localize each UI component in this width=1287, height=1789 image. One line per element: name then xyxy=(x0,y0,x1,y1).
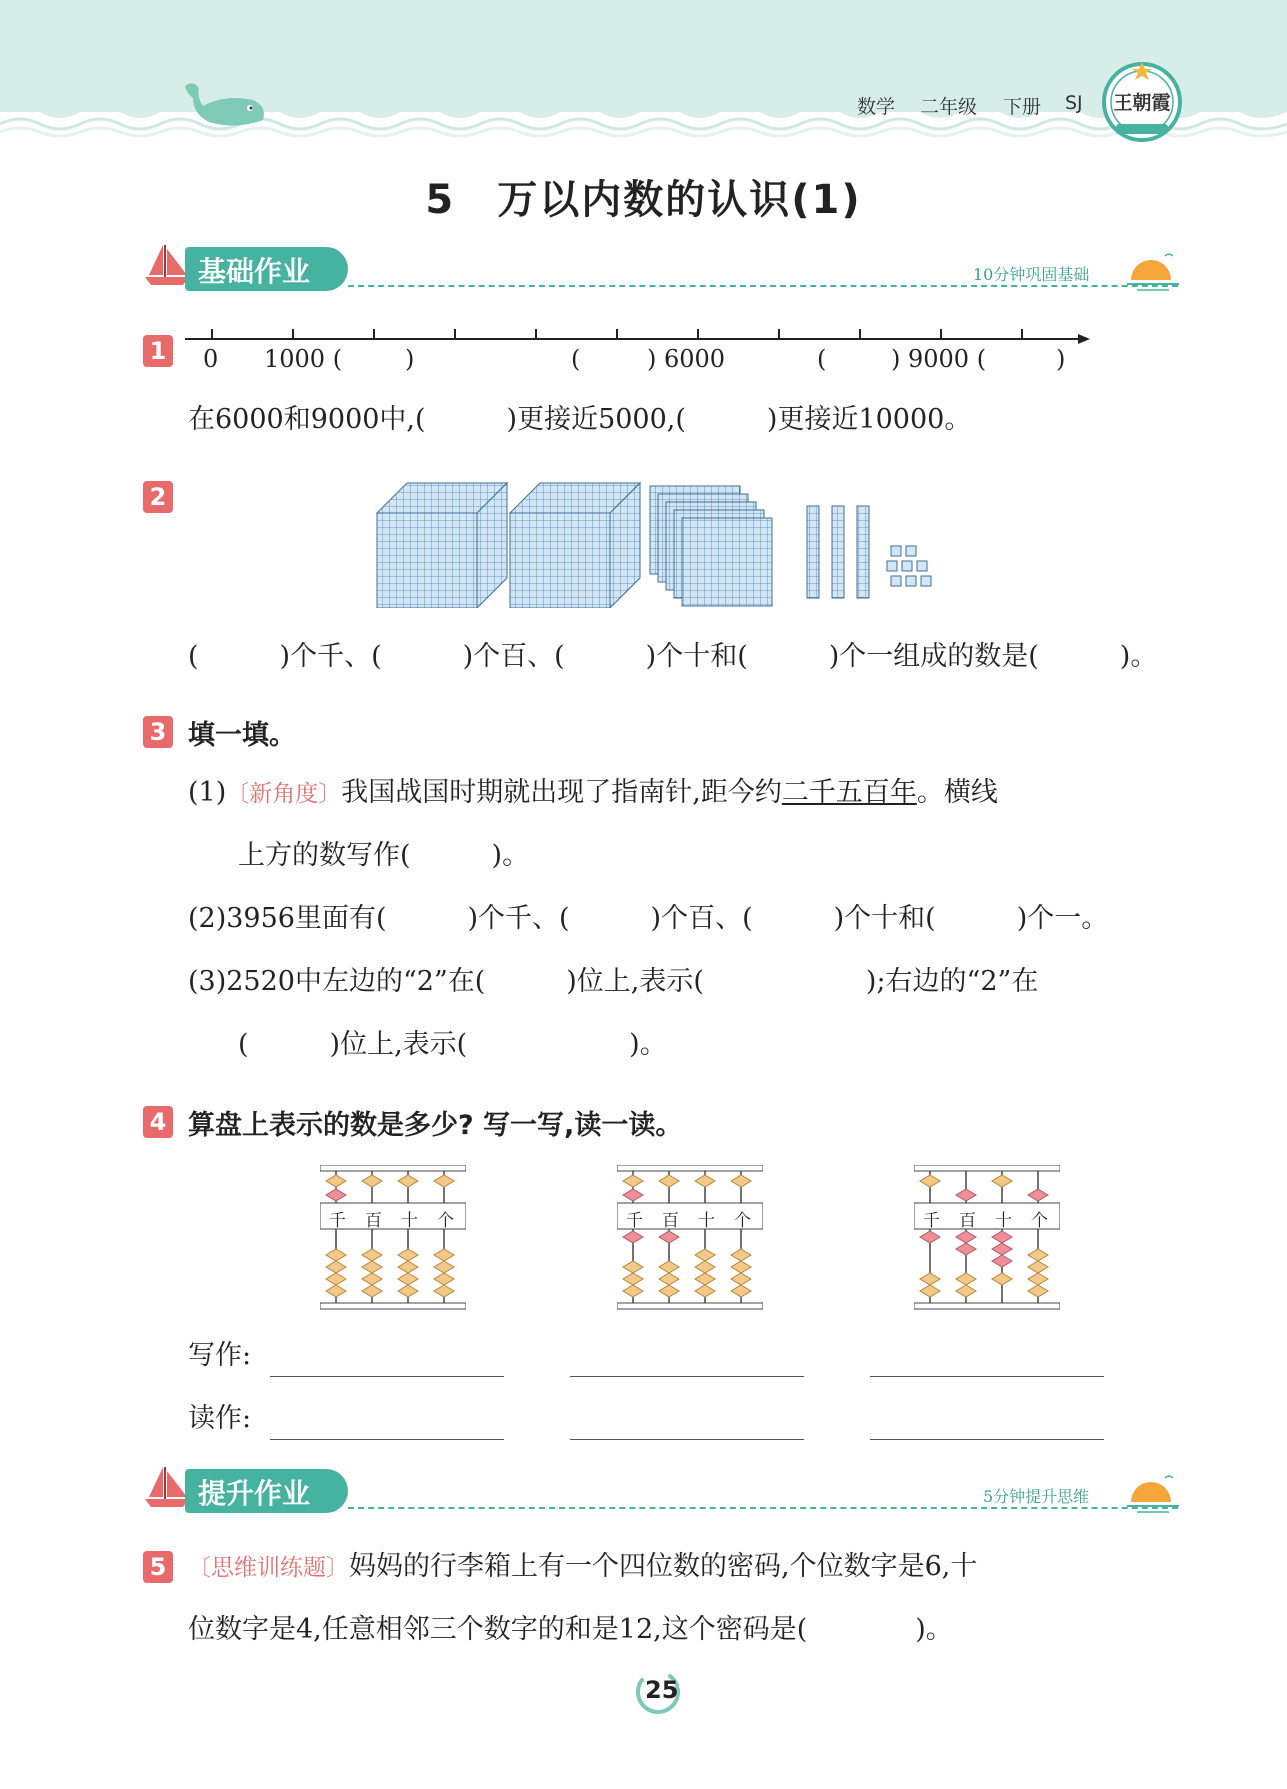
abacus-3-label-tens: 十 xyxy=(995,1211,1012,1231)
place-value-blocks xyxy=(375,478,935,608)
hundred-flats xyxy=(650,486,772,606)
thousand-cube-1 xyxy=(377,483,507,608)
abacus-1-label-hundreds: 百 xyxy=(365,1211,382,1231)
question-4-number: 4 xyxy=(143,1106,173,1138)
header-edition: SJ xyxy=(1065,92,1083,114)
header-grade: 二年级 xyxy=(920,96,978,118)
number-line-paren-open-3: ( xyxy=(817,345,827,373)
question-2-number: 2 xyxy=(143,481,173,513)
abacus-3-label-ones: 个 xyxy=(1031,1211,1048,1231)
header-subject: 数学 xyxy=(857,96,896,118)
abacus-1-label-thousands: 千 xyxy=(329,1211,346,1231)
abacus-2-label-thousands: 千 xyxy=(626,1211,643,1231)
read-answer-line-1[interactable] xyxy=(270,1438,504,1440)
abacus-3-label-thousands: 千 xyxy=(923,1211,940,1231)
abacus-2-label-tens: 十 xyxy=(698,1211,715,1231)
section-basic-label: 基础作业 xyxy=(198,255,311,288)
question-5-line-1 xyxy=(188,1547,977,1588)
question-3-heading: 填一填。 xyxy=(188,720,296,751)
number-line-label-6000: ) 6000 xyxy=(647,345,726,373)
part-1-underlined: 二千五百年 xyxy=(781,777,917,808)
abacus-1-label-ones: 个 xyxy=(437,1211,454,1231)
question-3-number: 3 xyxy=(143,716,173,748)
section-advanced-hint: 5分钟提升思维 xyxy=(983,1487,1090,1506)
number-line-paren-close-1: ) xyxy=(405,345,415,373)
abacus-3-label-hundreds: 百 xyxy=(959,1211,976,1231)
write-label: 写作: xyxy=(188,1340,252,1371)
ten-rods xyxy=(807,506,869,598)
write-answer-line-1[interactable] xyxy=(270,1375,504,1377)
part-1-prefix: (1) xyxy=(188,777,227,808)
section-basic-divider xyxy=(348,285,1178,287)
part-1-text: 我国战国时期就出现了指南针,距今约 xyxy=(341,777,782,808)
page-title: 5 万以内数的认识(1) xyxy=(425,177,862,223)
question-2-text: ( )个千、( )个百、( )个十和( )个一组成的数是( )。 xyxy=(188,641,1158,672)
abacus-1 xyxy=(320,1165,466,1311)
number-line-label-9000: ) 9000 ( xyxy=(891,345,987,373)
number-line-label-0: 0 xyxy=(203,345,219,373)
thinking-training-tag: 〔思维训练题〕 xyxy=(188,1555,349,1581)
question-3-part-1-line-2: 上方的数写作( )。 xyxy=(238,840,530,871)
number-line-label-1000: 1000 ( xyxy=(264,345,343,373)
number-line-paren-close-4: ) xyxy=(1056,345,1066,373)
abacus-2-label-hundreds: 百 xyxy=(662,1211,679,1231)
section-advanced-label: 提升作业 xyxy=(198,1477,311,1510)
thousand-cube-2 xyxy=(510,483,640,608)
write-answer-line-2[interactable] xyxy=(570,1375,804,1377)
abacus-3 xyxy=(914,1165,1060,1311)
page-number: 25 xyxy=(645,1676,679,1704)
abacus-2 xyxy=(617,1165,763,1311)
write-answer-line-3[interactable] xyxy=(870,1375,1104,1377)
question-5-text-1: 妈妈的行李箱上有一个四位数的密码,个位数字是6,十 xyxy=(349,1551,978,1582)
question-5-line-2: 位数字是4,任意相邻三个数字的和是12,这个密码是( )。 xyxy=(188,1614,953,1645)
abacus-2-label-ones: 个 xyxy=(734,1211,751,1231)
sailboat-icon xyxy=(143,243,191,288)
question-3-part-3-line-2: ( )位上,表示( )。 xyxy=(238,1029,667,1060)
abacus-1-label-tens: 十 xyxy=(401,1211,418,1231)
brand-logo xyxy=(1102,60,1182,144)
read-label: 读作: xyxy=(188,1403,252,1434)
question-3-part-2: (2)3956里面有( )个千、( )个百、( )个十和( )个一。 xyxy=(188,903,1109,934)
section-advanced-divider xyxy=(348,1507,1178,1509)
question-1-number: 1 xyxy=(143,335,173,367)
read-answer-line-3[interactable] xyxy=(870,1438,1104,1440)
section-basic-hint: 10分钟巩固基础 xyxy=(973,265,1090,284)
header-term: 下册 xyxy=(1003,96,1042,118)
new-angle-tag: 〔新角度〕 xyxy=(226,781,342,807)
question-3-part-3: (3)2520中左边的“2”在( )位上,表示( );右边的“2”在 xyxy=(188,966,1039,997)
question-5-number: 5 xyxy=(143,1551,173,1583)
sunset-icon xyxy=(1125,250,1181,298)
logo-text: 王朝霞 xyxy=(1113,92,1171,114)
read-answer-line-2[interactable] xyxy=(570,1438,804,1440)
question-4-heading: 算盘上表示的数是多少? 写一写,读一读。 xyxy=(188,1110,683,1141)
sunset-icon xyxy=(1125,1472,1181,1520)
number-line-paren-open-2: ( xyxy=(571,345,581,373)
sailboat-icon xyxy=(143,1465,191,1510)
question-3-part-1 xyxy=(188,773,998,814)
unit-cubes xyxy=(887,546,931,586)
part-1-tail: 。横线 xyxy=(916,777,998,808)
question-1-text: 在6000和9000中,( )更接近5000,( )更接近10000。 xyxy=(188,404,972,435)
whale-icon xyxy=(175,76,275,131)
